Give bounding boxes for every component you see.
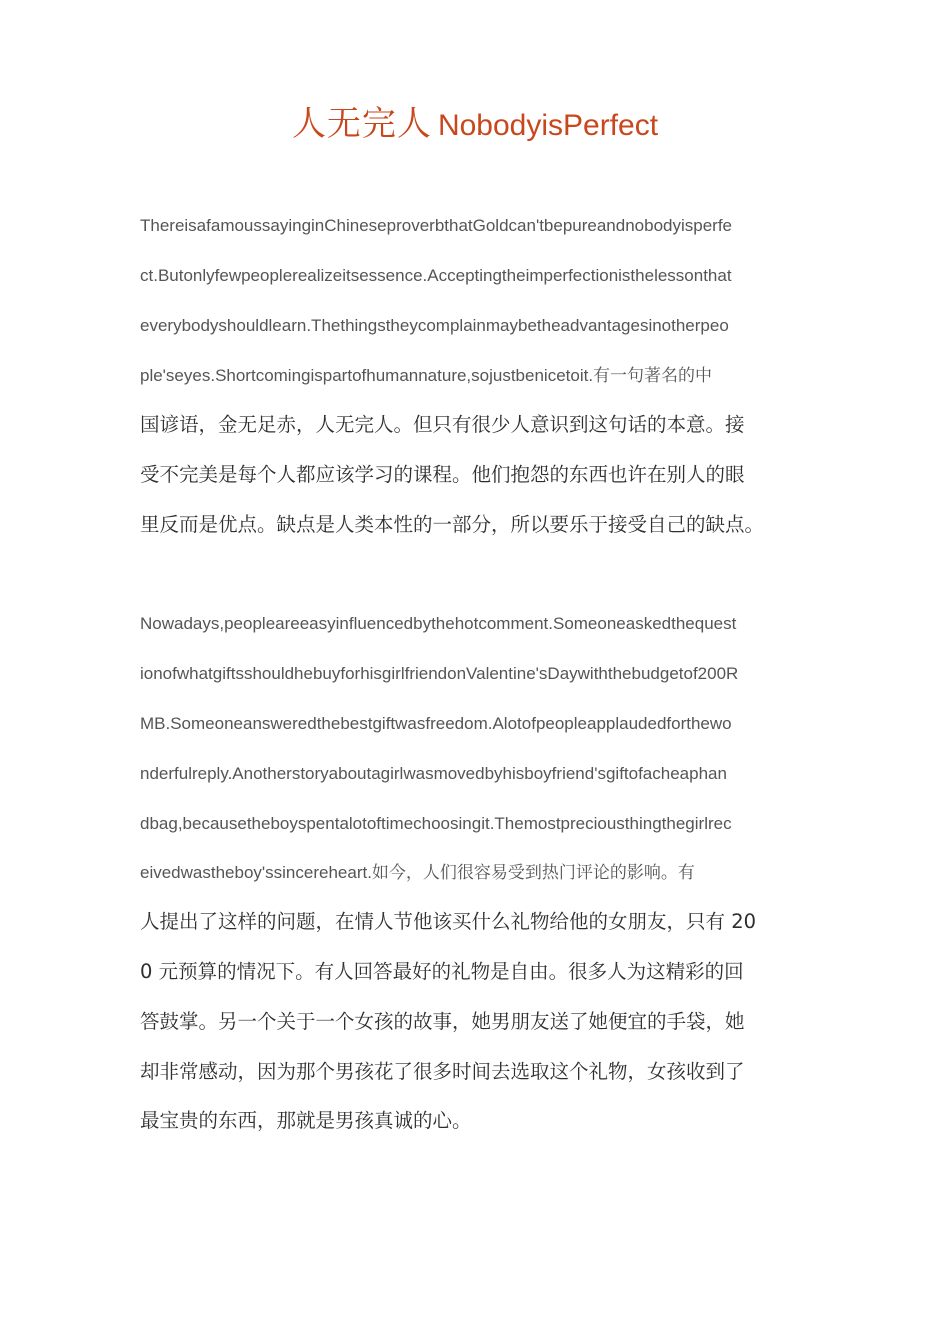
title-chinese: 人无完人 [291,104,432,144]
paragraph-2-line: ionofwhatgiftsshouldhebuyforhisgirlfriendonValentine'sDaywiththebudgetof200R [140,664,739,683]
paragraph-1-line: 受不完美是每个人都应该学习的课程。他们抱怨的东西也许在别人的眼 [140,463,745,486]
paragraph-1-line: ple'seyes.Shortcomingispartofhumannature,sojustbenicetoit.有一句著名的中 [140,366,713,385]
paragraph-1-line: 国谚语，金无足赤，人无完人。但只有很少人意识到这句话的本意。接 [140,413,745,436]
paragraph-2-line: 人提出了这样的问题，在情人节他该买什么礼物给他的女朋友，只有 20 [140,910,757,933]
paragraph-1-line: ct.Butonlyfewpeoplerealizeitsessence.Acceptingtheimperfectionisthelessonthat [140,266,732,285]
document-title [0,98,950,152]
paragraph-2-line: Nowadays,peopleareeasyinfluencedbythehotcomment.Someoneaskedthequest [140,614,737,633]
title-english: NobodyisPerfect [437,109,659,142]
paragraph-1-line: everybodyshouldlearn.Thethingstheycomplainmaybetheadvantagesinotherpeo [140,316,729,335]
paragraph-2-line: 0 元预算的情况下。有人回答最好的礼物是自由。很多人为这精彩的回 [140,960,744,983]
paragraph-2-line: eivedwastheboy'ssincereheart.如今，人们很容易受到热门评论的影响。有 [140,863,695,882]
paragraph-2-line: 答鼓掌。另一个关于一个女孩的故事，她男朋友送了她便宜的手袋，她 [140,1010,745,1033]
paragraph-2-line: nderfulreply.Anotherstoryaboutagirlwasmovedbyhisboyfriend'sgiftofacheaphan [140,764,727,783]
paragraph-2-line: 最宝贵的东西，那就是男孩真诚的心。 [140,1109,472,1132]
paragraph-1-line: ThereisafamoussayinginChineseproverbthatGoldcan'tbepureandnobodyisperfe [140,216,733,235]
paragraph-2-line: MB.Someoneansweredthebestgiftwasfreedom.Alotofpeopleapplaudedforthewo [140,714,732,733]
paragraph-1-line: 里反而是优点。缺点是人类本性的一部分，所以要乐于接受自己的缺点。 [140,513,765,536]
paragraph-2-line: dbag,becausetheboyspentalotoftimechoosingit.Themostprecious​thingthegirlrec [140,814,732,833]
paragraph-2-line: 却非常感动，因为那个男孩花了很多时间去选取这个礼物，女孩收到了 [140,1060,745,1083]
